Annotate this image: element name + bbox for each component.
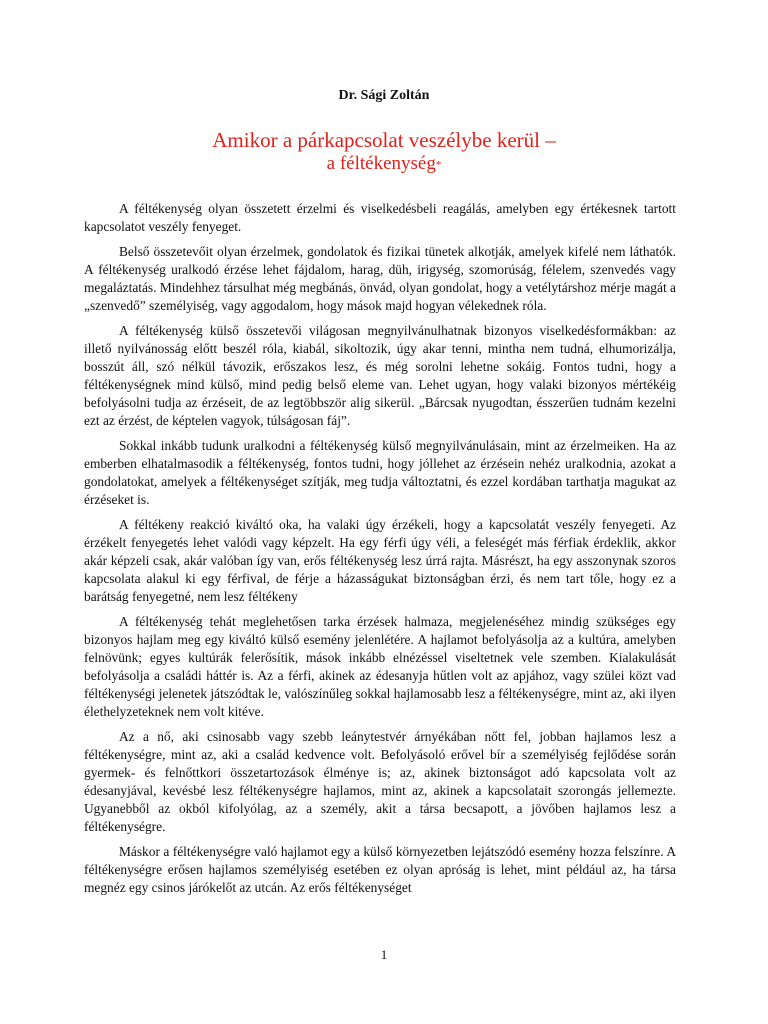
title-block [0,127,768,176]
footnote-mark: * [435,159,442,171]
paragraph: Az a nő, aki csinosabb vagy szebb leánytestvér árnyékában nőtt fel, jobban hajlamos lesz a féltékenységre, mint az, aki a család kedvence volt. Befolyásoló erővel bír a személyiség fejlődése során gyermek- és felnőttkori összetartozások élménye is; az, akinek biztonságot adó kapcsolata volt az édesanyjával, kevésbé lesz féltékenységre hajlamos, mint az, akinek a kapcsolatait szorongás jellemezte. Ugyanebből az okból kifolyólag, az a személy, akit a társa becsapott, a jövőben hajlamos lesz a féltékenységre. [84,729,676,834]
title-subtitle-text: a féltékenység [326,153,436,174]
paragraph: Máskor a féltékenységre való hajlamot egy a külső környezetben lejátszódó esemény hozza felszínre. A féltékenységre erősen hajlamos személyiség esetében ez olyan apróság is lehet, mint például az, ha társa megnéz egy csinos járókelőt az utcán. Az erős féltékenységet [84,844,676,895]
title-main: Amikor a párkapcsolat veszélybe kerül – [212,128,556,152]
paragraph: A féltékeny reakció kiváltó oka, ha valaki úgy érzékeli, hogy a kapcsolatát veszély fenyegeti. Az érzékelt fenyegetés lehet valódi vagy képzelt. Ha egy férfi úgy véli, a feleségét más férfiak érdeklik, akkor akár képzeli csak, akár valóban így van, erős féltékenység lesz úrrá rajta. Másrészt, ha egy asszonynak szoros kapcsolata alakul ki egy férfival, de férje a házasságukat biztonságban érzi, és nem tart tőle, hogy ez a barátság fenyegetné, nem lesz féltékeny [84,517,676,604]
paragraph: Belső összetevőit olyan érzelmek, gondolatok és fizikai tünetek alkotják, amelyek kifelé nem láthatók. A féltékenység uralkodó érzése lehet fájdalom, harag, düh, irigység, szomorúság, félelem, szenvedés vagy megaláztatás. Mindehhez társulhat még megbánás, önvád, olyan gondolat, hogy a vetélytárshoz mérje magát a „szenvedő” személyiség, vagy aggodalom, hogy mások majd hogyan vélekednek róla. [84,244,676,313]
paragraph: A féltékenység külső összetevői világosan megnyilvánulhatnak bizonyos viselkedésformákban: az illető nyilvánosság előtt beszél róla, kiabál, sikoltozik, úgy akar tenni, mintha nem tudná, elhumorizálja, bosszút áll, szó nélkül távozik, erőszakos lesz, és még sorolni lehetne sokáig. Fontos tudni, hogy a féltékenységnek mind külső, mind pedig belső eleme van. Lehet ugyan, hogy valaki bizonyos mértékéig befolyásolni tudja az érzéseit, de az legtöbbször alig sikerül. „Bárcsak nyugodtan, ésszerűen tudnám kezelni ezt az érzést, de képtelen vagyok, túlságosan fáj”. [84,323,676,428]
paragraph: A féltékenység tehát meglehetősen tarka érzések halmaza, megjelenéséhez mindig szükséges egy bizonyos hajlam meg egy kiváltó külső esemény jelenlétére. A hajlamot befolyásolja az a kultúra, amelyben felnövünk; egyes kultúrák felerősítik, mások inkább elnézéssel viseltetnek vele szemben. Kialakulását befolyásolja a családi háttér is. Az a férfi, akinek az édesanyja hűtlen volt az apjához, vagy szülei közt vad féltékenységi jelenetek játszódtak le, valószínűleg sokkal hajlamosabb lesz a féltékenységre, mint az, aki ilyen élethelyzeteknek nem volt kitéve. [84,614,676,719]
paragraph: Sokkal inkább tudunk uralkodni a féltékenység külső megnyilvánulásain, mint az érzelmeiken. Ha az emberben elhatalmasodik a féltékenység, fontos tudni, hogy jóllehet az érzésein nehéz uralkodnia, azokat a gondolatokat, amelyek a féltékenységet szítják, meg tudja változtatni, és ezzel kordában tarthatja magukat az érzéseket is. [84,438,676,507]
title-subtitle [0,153,768,176]
paragraph: A féltékenység olyan összetett érzelmi és viselkedésbeli reagálás, amelyben egy értékesnek tartott kapcsolatot veszély fenyeget. [84,201,676,234]
author-name: Dr. Sági Zoltán [338,88,430,103]
page-number: 1 [380,947,388,962]
body-text [84,200,676,904]
